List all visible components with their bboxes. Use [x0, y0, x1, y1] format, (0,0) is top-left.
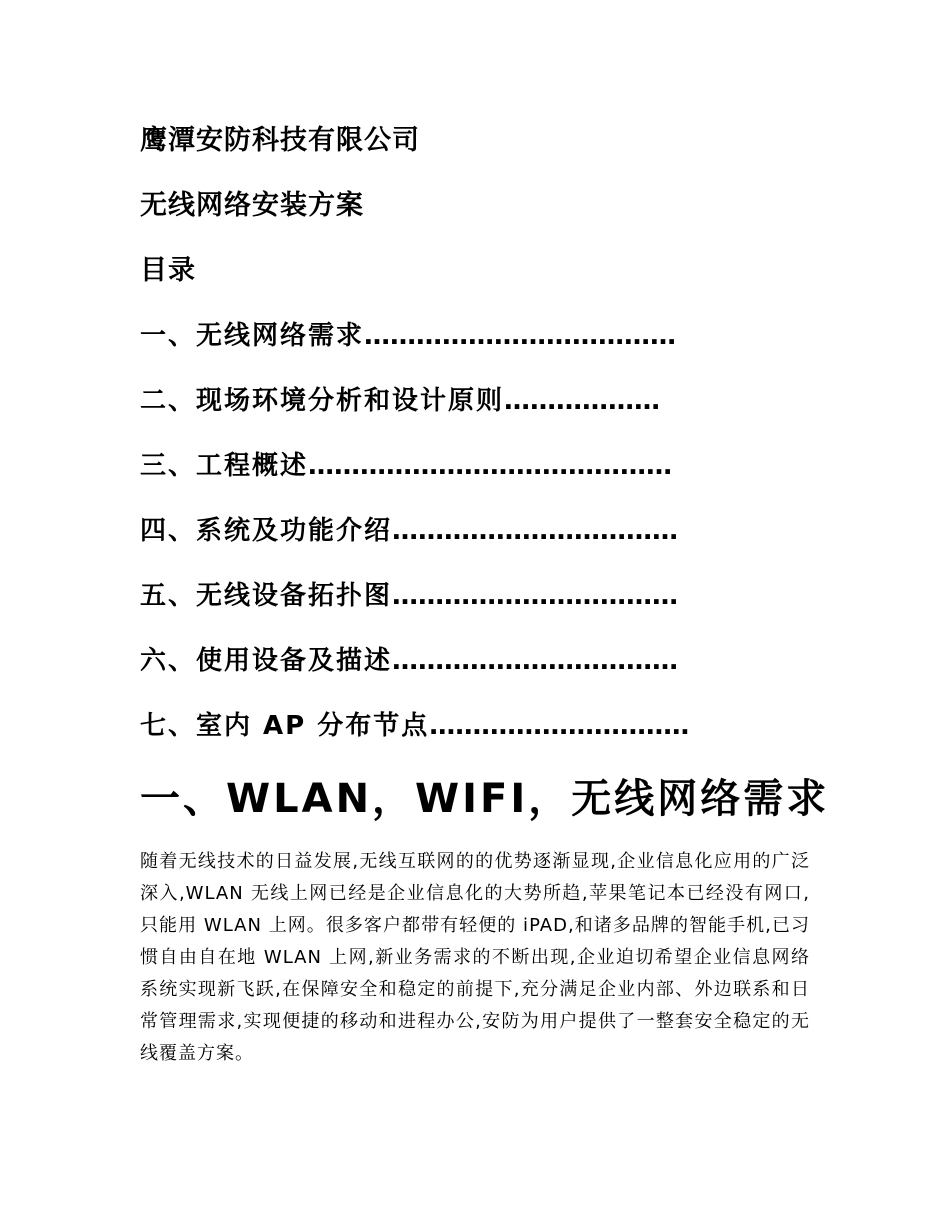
toc-item-6	[140, 638, 820, 684]
toc-item-5	[140, 573, 820, 619]
toc-item-leader: ……………………………	[392, 646, 679, 676]
toc-item-label: 七、室内 AP 分布节点	[140, 711, 430, 741]
toc-item-label: 二、现场环境分析和设计原则	[140, 386, 505, 416]
toc-item-label: 五、无线设备拓扑图	[140, 581, 393, 611]
toc-title: 目录	[140, 255, 196, 286]
toc-item-label: 四、系统及功能介绍	[140, 516, 393, 546]
section-heading: 一、WLAN，WIFI，无线网络需求	[140, 776, 830, 822]
toc-item-leader: ………………	[504, 386, 661, 416]
section-paragraph: 随着无线技术的日益发展,无线互联网的的优势逐渐显现,企业信息化应用的广泛深入,WLAN 无线上网已经是企业信息化的大势所趋,苹果笔记本已经没有网口,只能用 WLAN 上网。很多客户都带有轻便的 iPAD,和诸多品牌的智能手机,已习惯自由自在地 WLAN 上网,新业务需求的不断出现,企业迫切希望企业信息网络系统实现新飞跃,在保障安全和稳定的前提下,充分满足企业内部、外边联系和日常管理需求,实现便捷的移动和进程办公,安防为用户提供了一整套安全稳定的无线覆盖方案。	[140, 851, 810, 1064]
toc-item-label: 一、无线网络需求	[140, 321, 365, 351]
toc-item-1	[140, 313, 820, 359]
toc-item-label: 六、使用设备及描述	[140, 646, 393, 676]
table-of-contents	[140, 313, 820, 749]
toc-item-7	[140, 703, 820, 749]
toc-item-leader: ……………………………………	[308, 451, 673, 481]
toc-item-leader: ………………………………	[364, 321, 677, 351]
toc-item-3	[140, 443, 820, 489]
document-page	[140, 118, 830, 1070]
toc-item-leader: ……………………………	[392, 516, 679, 546]
toc-item-leader: ……………………………	[392, 581, 679, 611]
company-name: 鹰潭安防科技有限公司	[140, 125, 420, 156]
toc-item-leader: …………………………	[429, 711, 690, 741]
toc-item-2	[140, 378, 820, 424]
toc-item-4	[140, 508, 820, 554]
document-title: 无线网络安装方案	[140, 190, 364, 221]
toc-item-label: 三、工程概述	[140, 451, 309, 481]
